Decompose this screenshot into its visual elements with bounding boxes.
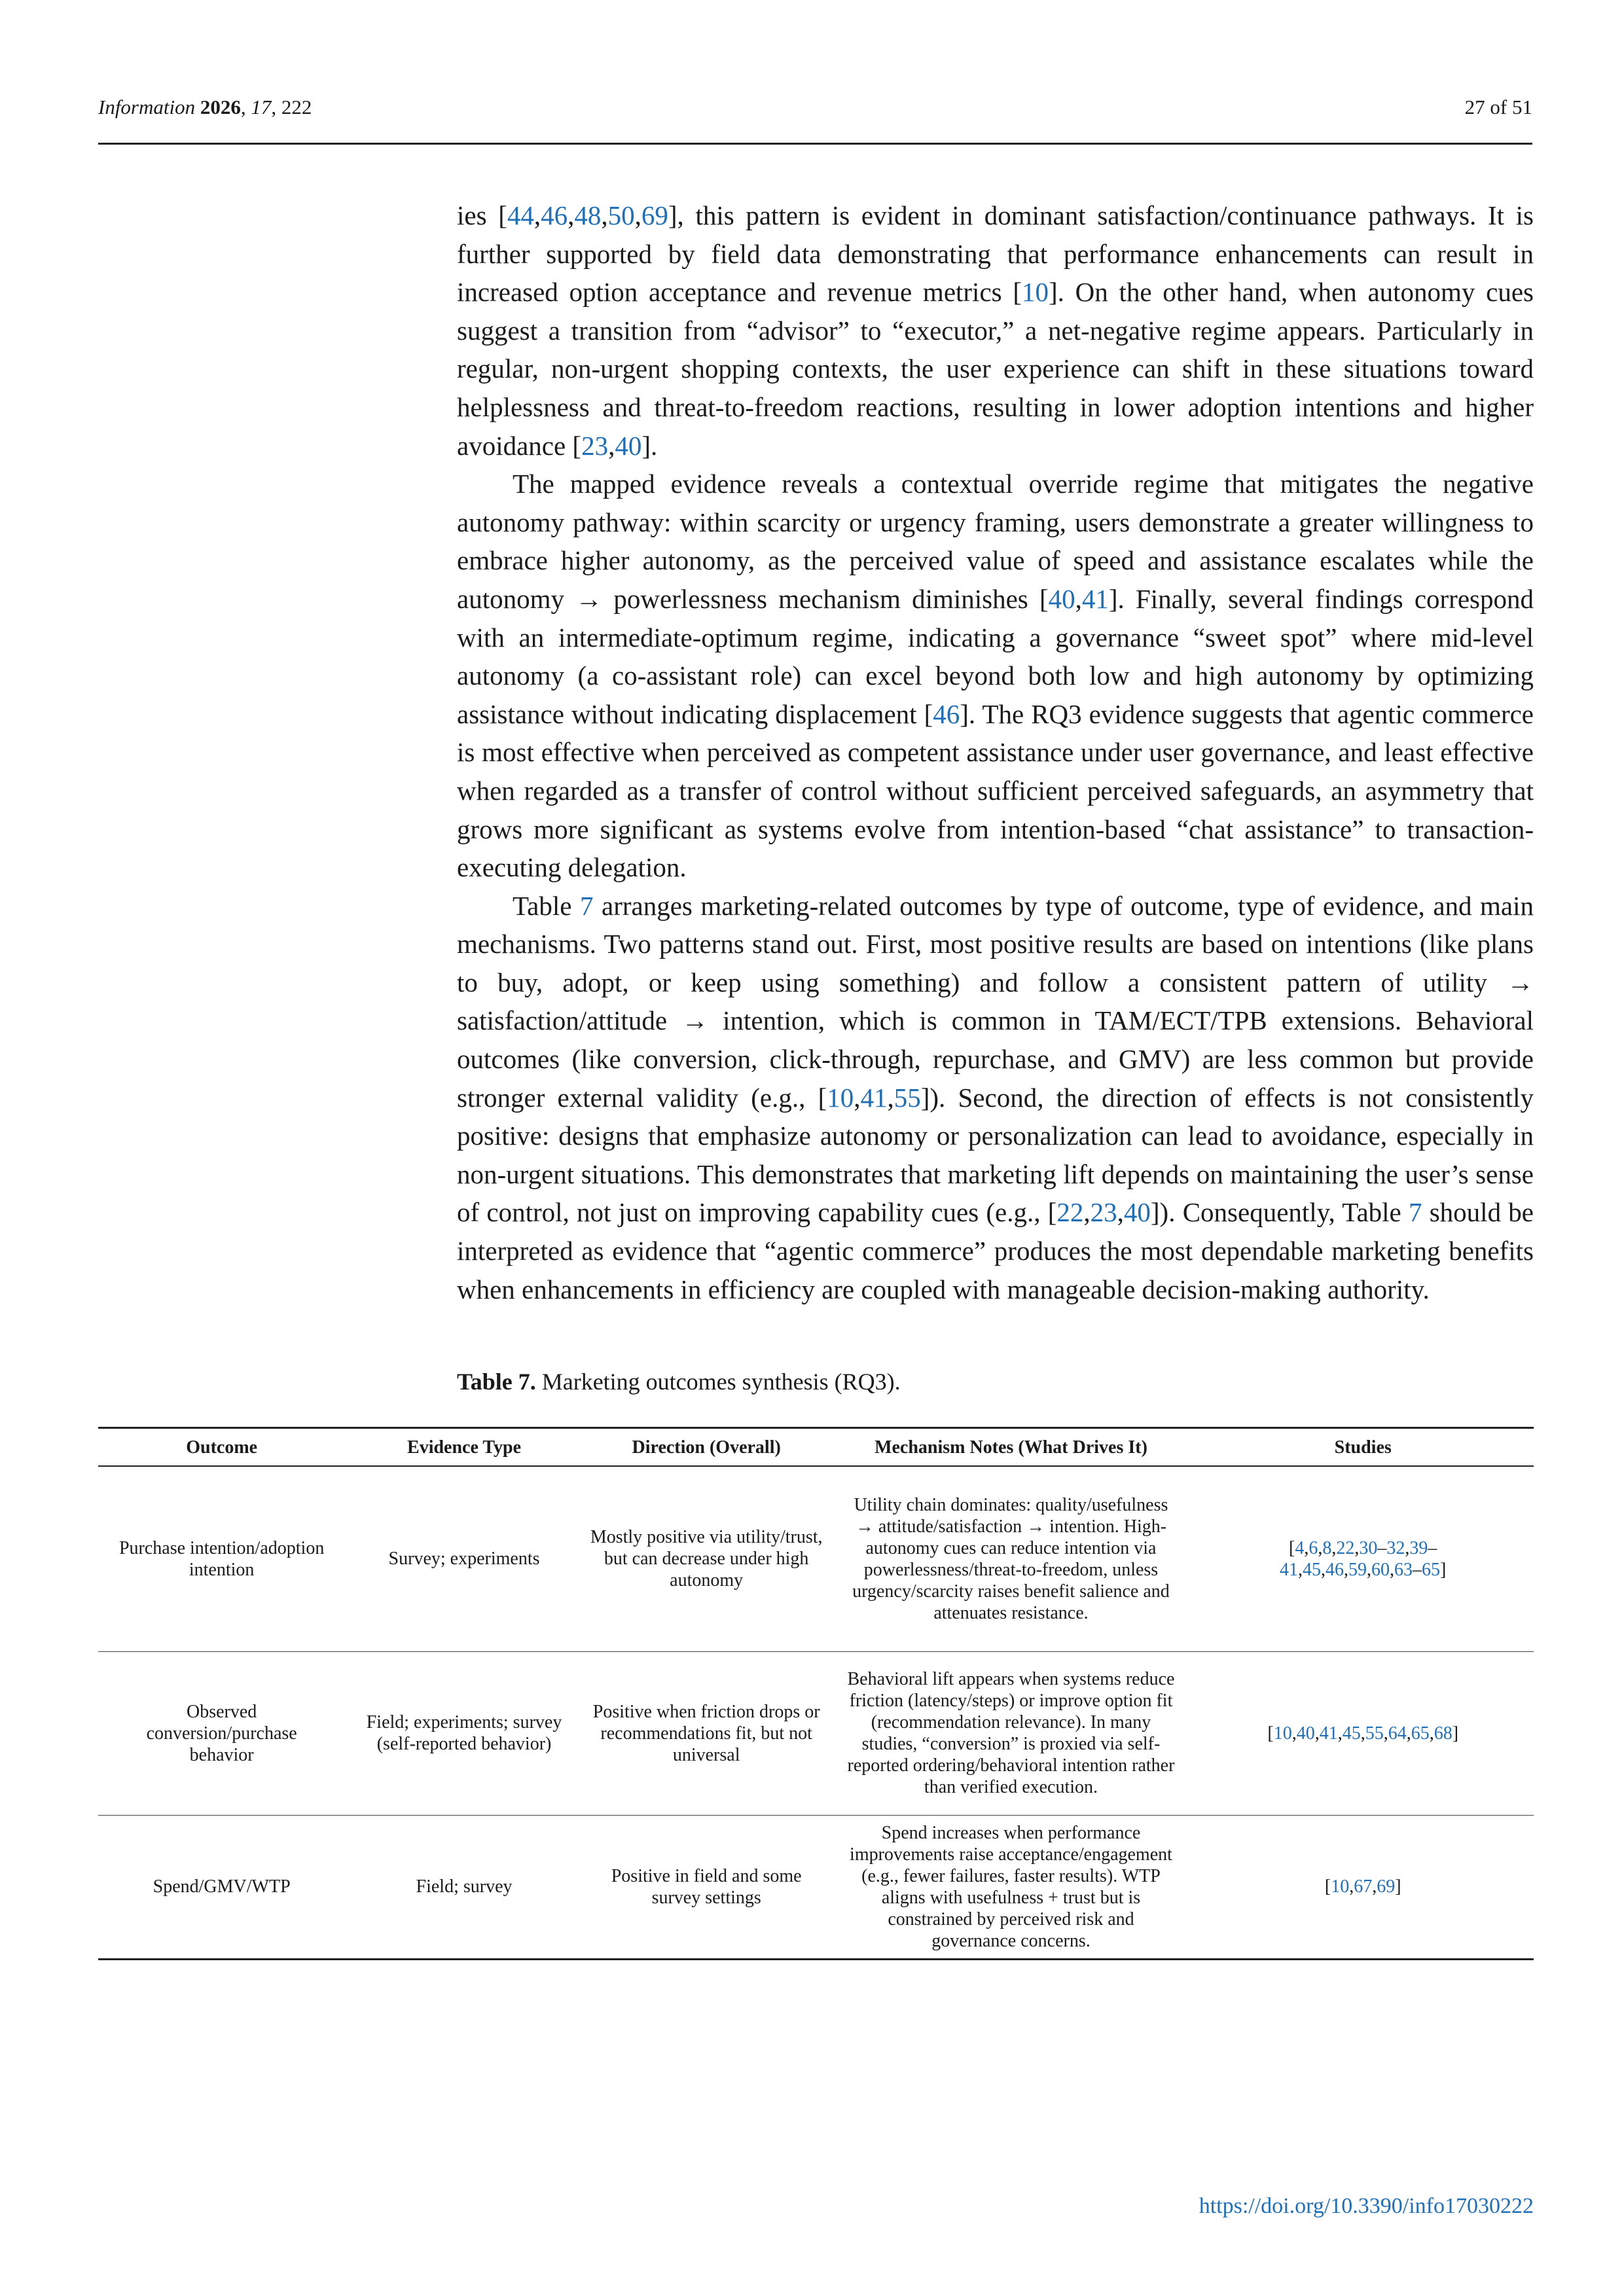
citation-link[interactable]: 68 xyxy=(1434,1723,1453,1744)
table-row xyxy=(98,1815,1534,1959)
citation-link[interactable]: 67 xyxy=(1354,1876,1373,1897)
direction-cell: Positive when friction drops or recommendations fit, but not universal xyxy=(592,1701,820,1765)
paragraph: Table 7 arranges marketing-related outcomes by type of outcome, type of evidence, and main mechanisms. Two patterns stand out. First, most positive results are based on intentions (like plans to buy, adopt, or keep using something) and follow a consistent pattern of utility → satisfaction/attitude → intention, which is common in TAM/ECT/TPB extensions. Behavioral outcomes (like conversion, click-through, repurchase, and GMV) are less common but provide stronger external validity (e.g., [10,41,55]). Second, the direction of effects is not consistently positive: designs that emphasize autonomy or personalization can lead to avoidance, especially in non-urgent situations. This demonstrates that marketing lift depends on maintaining the user’s sense of control, not just on improving capability cues (e.g., [22,23,40]). Consequently, Table 7 should be interpreted as evidence that “agentic commerce” produces the most dependable marketing benefits when enhancements in efficiency are coupled with manageable decision-making authority. xyxy=(457,890,1534,1304)
doi-link[interactable]: https://doi.org/10.3390/info17030222 xyxy=(1199,2194,1534,2218)
citation-link[interactable]: 23 xyxy=(581,430,609,461)
journal-volume: 17 xyxy=(251,96,272,118)
citation-link[interactable]: 45 xyxy=(1303,1559,1322,1580)
column-header-studies: Studies xyxy=(1334,1437,1392,1458)
outcome-cell: Purchase intention/adoption intention xyxy=(118,1537,325,1580)
citation-link[interactable]: 7 xyxy=(579,890,594,921)
table-caption xyxy=(457,1368,901,1395)
citation-link[interactable]: 10 xyxy=(1331,1876,1350,1897)
journal-name: Information xyxy=(98,96,196,118)
citation-link[interactable]: 60 xyxy=(1371,1559,1390,1580)
citation-link[interactable]: 32 xyxy=(1386,1537,1405,1558)
citation-link[interactable]: 4 xyxy=(1295,1537,1305,1558)
studies-cell: [4,6,8,22,30–32,39–41,45,46,59,60,63–65] xyxy=(1280,1537,1447,1580)
table-caption-text: Marketing outcomes synthesis (RQ3). xyxy=(535,1369,901,1395)
citation-link[interactable]: 23 xyxy=(1090,1197,1117,1228)
citation-link[interactable]: 46 xyxy=(1326,1559,1344,1580)
paragraph: ies [44,46,48,50,69], this pattern is evident in dominant satisfaction/continuance pathways. It is further supported by field data demonstrating that performance enhancements can result in increased option acceptance and revenue metrics [10]. On the other hand, when autonomy cues suggest a transition from “advisor” to “executor,” a net-negative regime appears. Particularly in regular, non-urgent shopping contexts, the user experience can shift in these situations toward helplessness and threat-to-freedom reactions, resulting in lower adoption intentions and higher avoidance [23,40]. xyxy=(457,200,1534,461)
citation-link[interactable]: 63 xyxy=(1394,1559,1413,1580)
citation-link[interactable]: 40 xyxy=(1296,1723,1315,1744)
citation-link[interactable]: 44 xyxy=(507,200,534,230)
column-header-evidence-type: Evidence Type xyxy=(407,1437,522,1458)
citation-link[interactable]: 59 xyxy=(1348,1559,1367,1580)
citation-link[interactable]: 41 xyxy=(860,1082,888,1113)
citation-link[interactable]: 22 xyxy=(1056,1197,1084,1228)
citation-link[interactable]: 10 xyxy=(1021,277,1049,308)
citation-link[interactable]: 50 xyxy=(607,200,635,230)
paragraph: The mapped evidence reveals a contextual override regime that mitigates the negative autonomy pathway: within scarcity or urgency framing, users demonstrate a greater willingness to embrace higher autonomy, as the perceived value of speed and assistance escalates while the autonomy → powerlessness mechanism diminishes [40,41]. Finally, several findings correspond with an intermediate-optimum regime, indicating a governance “sweet spot” where mid-level autonomy (a co-assistant role) can excel beyond both low and high autonomy by optimizing assistance without indicating displacement [46]. The RQ3 evidence suggests that agentic commerce is most effective when perceived as competent assistance under user governance, and least effective when regarded as a transfer of control without sufficient perceived safeguards, an asymmetry that grows more significant as systems evolve from intention-based “chat assistance” to transaction-executing delegation. xyxy=(457,469,1534,883)
direction-cell: Positive in field and some survey settings xyxy=(611,1865,802,1908)
studies-cell: [10,67,69] xyxy=(1324,1876,1401,1897)
column-header-direction: Direction (Overall) xyxy=(632,1437,781,1458)
citation-link[interactable]: 7 xyxy=(1408,1197,1422,1228)
article-number: 222 xyxy=(281,96,312,118)
citation-link[interactable]: 46 xyxy=(541,200,568,230)
page-header xyxy=(98,92,1532,145)
journal-citation: Information 2026, 17, 222 xyxy=(98,96,312,118)
evidence-cell: Field; survey xyxy=(416,1876,513,1897)
evidence-cell: Survey; experiments xyxy=(388,1549,540,1570)
citation-link[interactable]: 65 xyxy=(1411,1723,1430,1744)
outcome-cell: Spend/GMV/WTP xyxy=(153,1876,291,1897)
citation-link[interactable]: 69 xyxy=(641,200,668,230)
mechanism-cell: Utility chain dominates: quality/usefulness → attitude/satisfaction → intention. High-autonomy cues can reduce intention via powerlessness/threat-to-freedom, unless urgency/scarcity raises benefit salience and attenuates resistance. xyxy=(852,1494,1170,1623)
citation-link[interactable]: 22 xyxy=(1336,1537,1355,1558)
citation-link[interactable]: 40 xyxy=(1123,1197,1151,1228)
journal-year: 2026 xyxy=(200,96,241,118)
page-number: 27 of 51 xyxy=(1464,96,1532,118)
studies-cell: [10,40,41,45,55,64,65,68] xyxy=(1267,1723,1459,1744)
outcome-cell: Observed conversion/purchase behavior xyxy=(146,1701,297,1765)
citation-link[interactable]: 41 xyxy=(1081,583,1109,614)
table-header-row xyxy=(98,1428,1534,1467)
evidence-cell: Field; experiments; survey (self-reported behavior) xyxy=(366,1712,562,1754)
citation-link[interactable]: 69 xyxy=(1377,1876,1396,1897)
citation-link[interactable]: 40 xyxy=(1048,583,1075,614)
citation-link[interactable]: 55 xyxy=(1365,1723,1384,1744)
table-row xyxy=(98,1651,1534,1815)
citation-link[interactable]: 8 xyxy=(1322,1537,1332,1558)
direction-cell: Mostly positive via utility/trust, but can decrease under high autonomy xyxy=(590,1527,823,1591)
citation-link[interactable]: 46 xyxy=(933,698,960,729)
citation-link[interactable]: 41 xyxy=(1280,1559,1299,1580)
citation-link[interactable]: 55 xyxy=(893,1082,921,1113)
citation-link[interactable]: 45 xyxy=(1342,1723,1361,1744)
mechanism-cell: Spend increases when performance improvements raise acceptance/engagement (e.g., fewer failures, faster results). WTP aligns with usefulness + trust but is constrained by perceived risk and governance concerns. xyxy=(850,1822,1172,1951)
citation-link[interactable]: 39 xyxy=(1409,1537,1428,1558)
citation-link[interactable]: 6 xyxy=(1308,1537,1318,1558)
mechanism-cell: Behavioral lift appears when systems reduce friction (latency/steps) or improve option fit (recommendation relevance). In many studies, “conversion” is proxied via self-reported ordering/behavioral intention rather than verified execution. xyxy=(847,1669,1175,1797)
table-caption-label: Table 7. xyxy=(457,1369,536,1395)
marketing-outcomes-table xyxy=(98,1427,1534,1960)
citation-link[interactable]: 10 xyxy=(1273,1723,1292,1744)
citation-link[interactable]: 41 xyxy=(1319,1723,1338,1744)
citation-link[interactable]: 40 xyxy=(615,430,642,461)
body-text xyxy=(457,196,1534,1308)
column-header-outcome: Outcome xyxy=(186,1437,258,1458)
citation-link[interactable]: 64 xyxy=(1388,1723,1407,1744)
citation-link[interactable]: 65 xyxy=(1422,1559,1441,1580)
column-header-mechanism: Mechanism Notes (What Drives It) xyxy=(875,1437,1147,1458)
citation-link[interactable]: 48 xyxy=(574,200,602,230)
table-row xyxy=(98,1466,1534,1651)
citation-link[interactable]: 10 xyxy=(827,1082,854,1113)
citation-link[interactable]: 30 xyxy=(1359,1537,1378,1558)
